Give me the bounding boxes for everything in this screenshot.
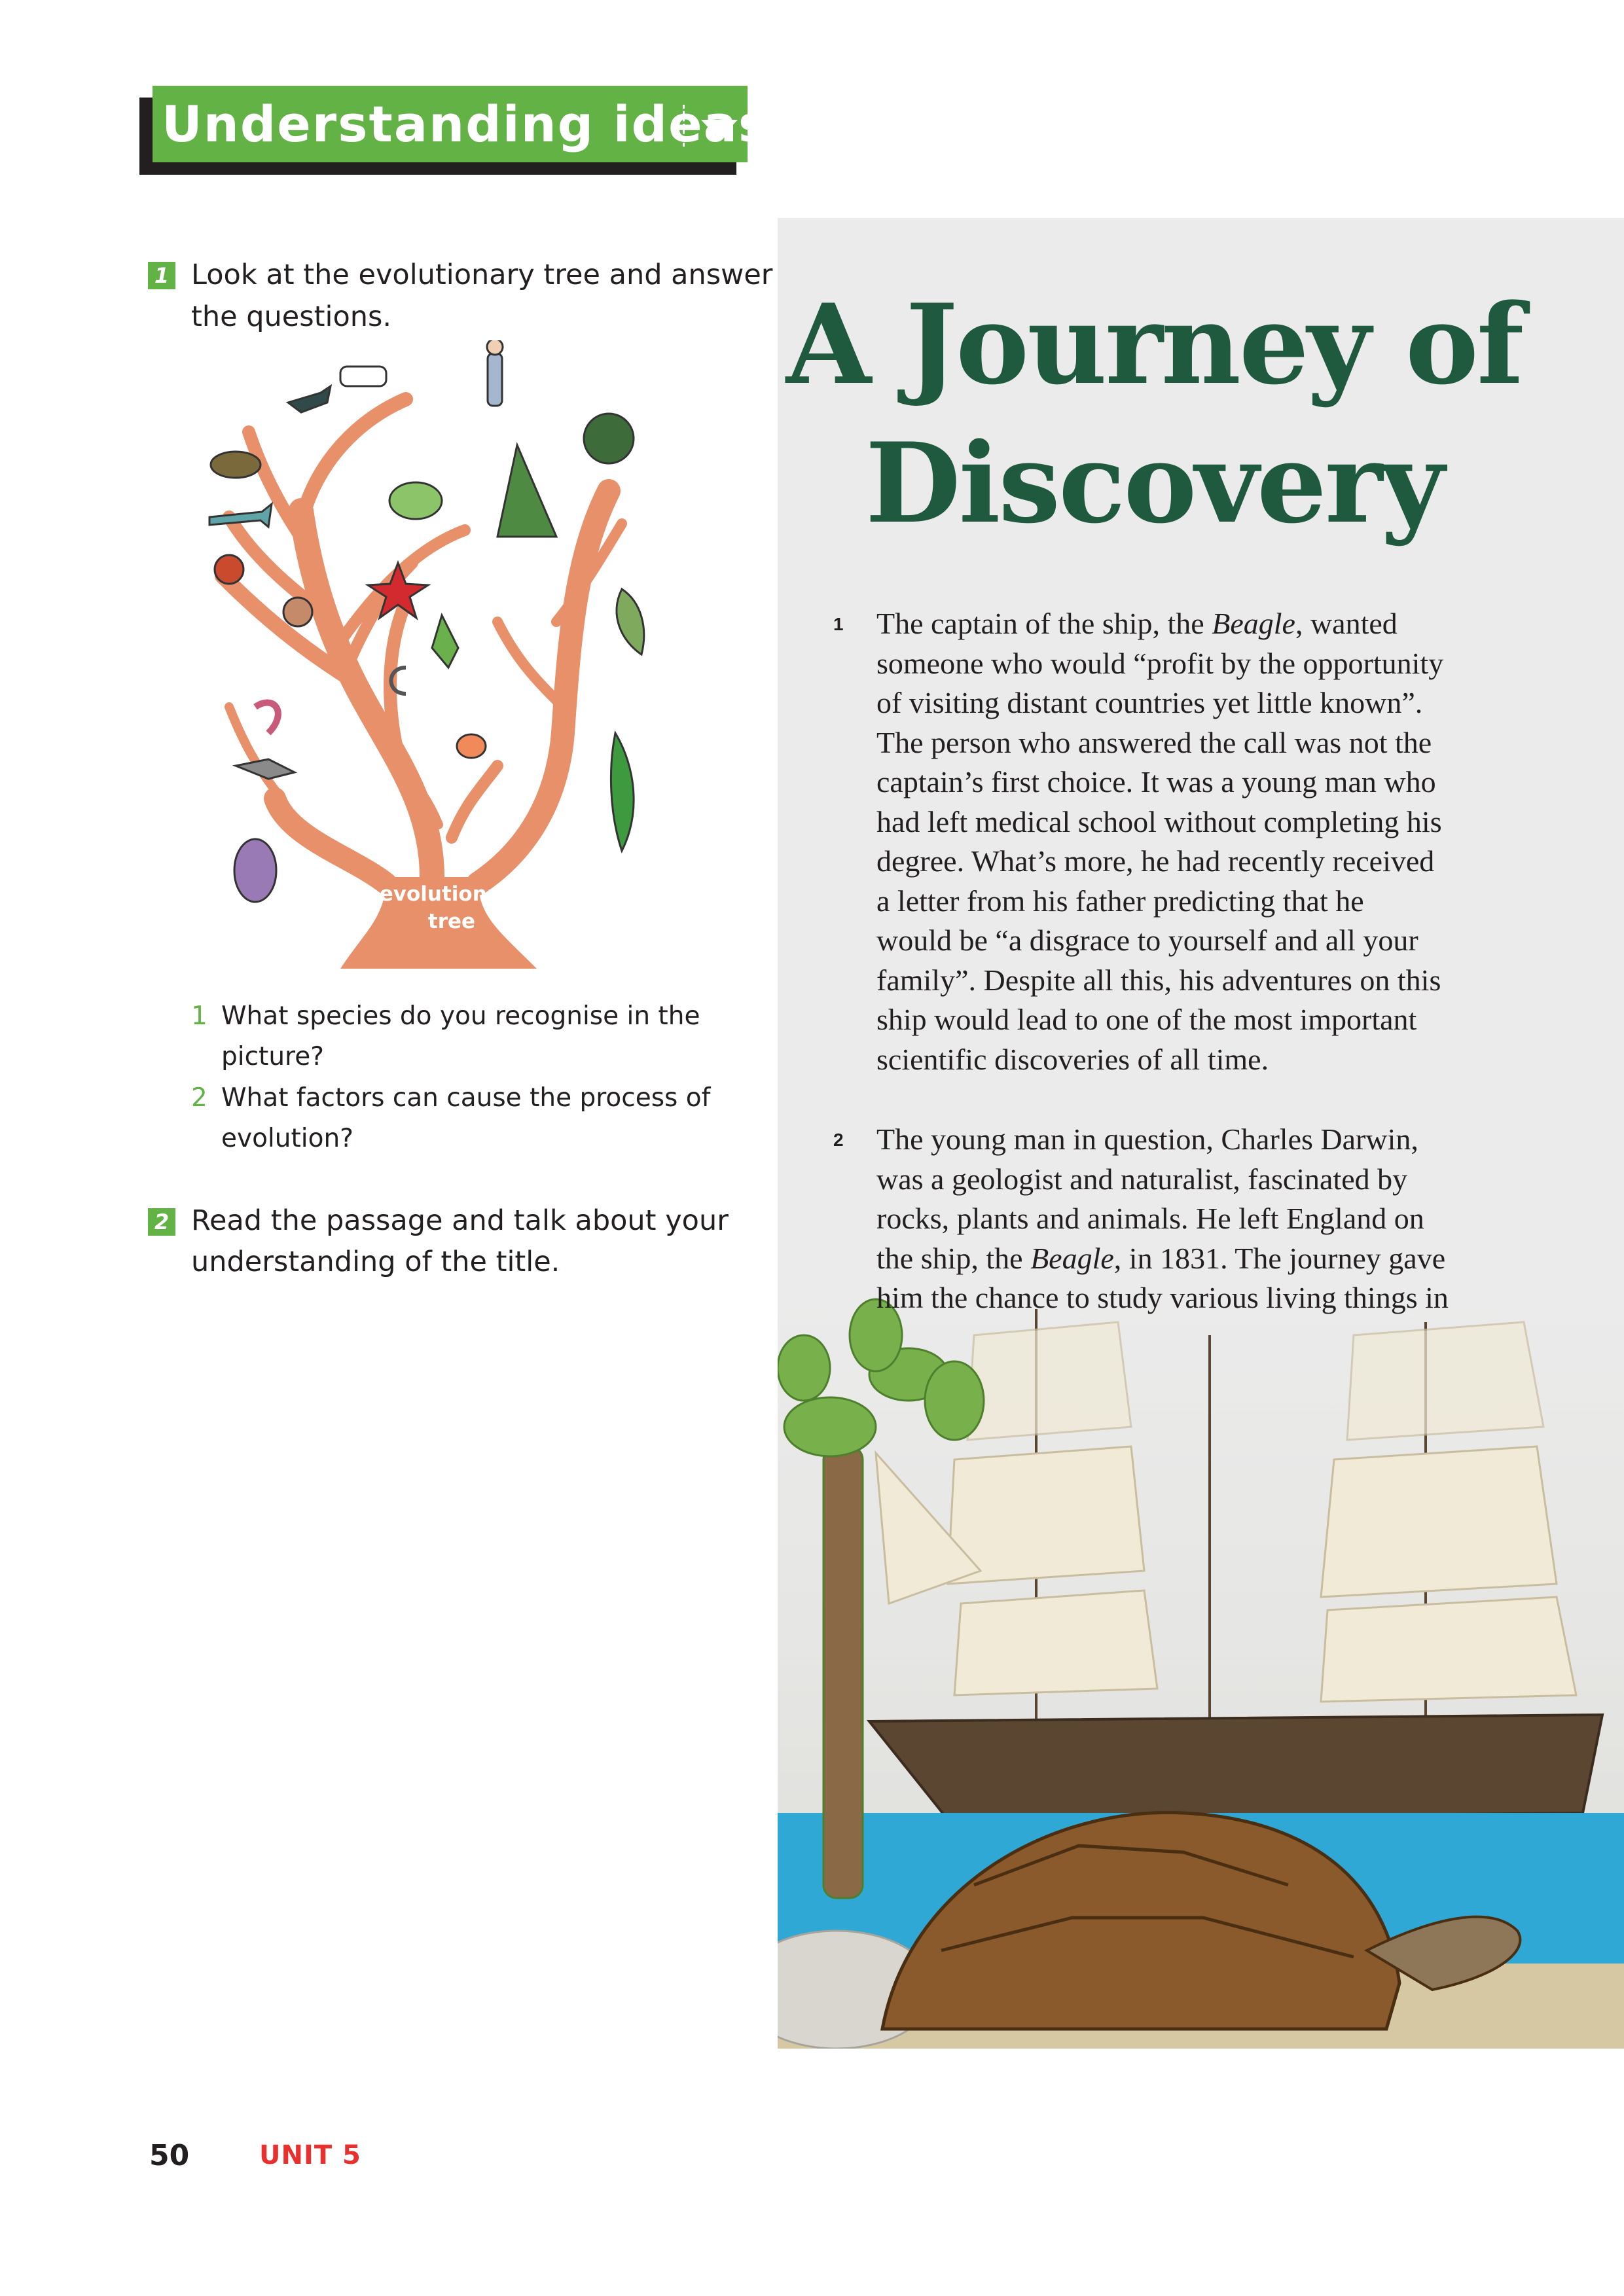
evolutionary-tree-illustration <box>190 340 687 969</box>
section-title: Understanding ideas <box>162 95 770 153</box>
tree-label-line2: tree <box>427 910 476 933</box>
paragraph-2-text: The young man in question, Charles Darwin, was a geologist and naturalist, fascinated by rocks, plants and animals. He left England on the ship, the Beagle, in 1831. The journey gave him the chance to study various living things in <box>876 1122 1449 1314</box>
task-2-badge: 2 <box>148 1208 175 1236</box>
tree-label-line1: evolutionary <box>379 882 524 906</box>
triangle-down-icon <box>701 120 738 139</box>
article-title <box>778 275 1530 552</box>
beagle-ship-illustration <box>778 1296 1624 2049</box>
page-number: 50 <box>149 2139 190 2172</box>
article-title-line1: A Journey of <box>785 279 1523 409</box>
section-header-divider <box>683 105 685 147</box>
ship-hull <box>869 1715 1602 1820</box>
paragraph-1-text: The captain of the ship, the Beagle, wanted someone who would “profit by the opportunity of visiting distant countries yet little known”. The person who answered the call was not the captain’s first choice. It was a young man who had left medical school without completing his degree. What’s more, he had recently received a letter from his father predicting that he would be “a disgrace to yourself and all your family”. Despite all this, his adventures on this ship would lead to one of the most important scientific discoveries of all time. <box>876 607 1444 1076</box>
paragraph-2-number: 2 <box>833 1130 844 1150</box>
paragraph-1-number: 1 <box>833 614 844 634</box>
unit-label: UNIT 5 <box>259 2140 361 2170</box>
task-2-line1: Read the passage and talk about your <box>191 1204 729 1237</box>
task-1-badge: 1 <box>148 262 175 289</box>
tree-label <box>376 880 527 935</box>
question-2-number: 2 <box>191 1083 208 1113</box>
task-1-line2: the questions. <box>191 300 392 333</box>
question-1-line2: picture? <box>221 1042 324 1071</box>
question-1-line1: What species do you recognise in the <box>221 1001 700 1031</box>
article-title-line2: Discovery <box>865 418 1443 548</box>
task-2-line2: understanding of the title. <box>191 1246 560 1278</box>
task-1-line1: Look at the evolutionary tree and answer <box>191 259 773 291</box>
question-2-line2: evolution? <box>221 1124 353 1153</box>
question-1-number: 1 <box>191 1001 208 1031</box>
question-2-line1: What factors can cause the process of <box>221 1083 711 1113</box>
